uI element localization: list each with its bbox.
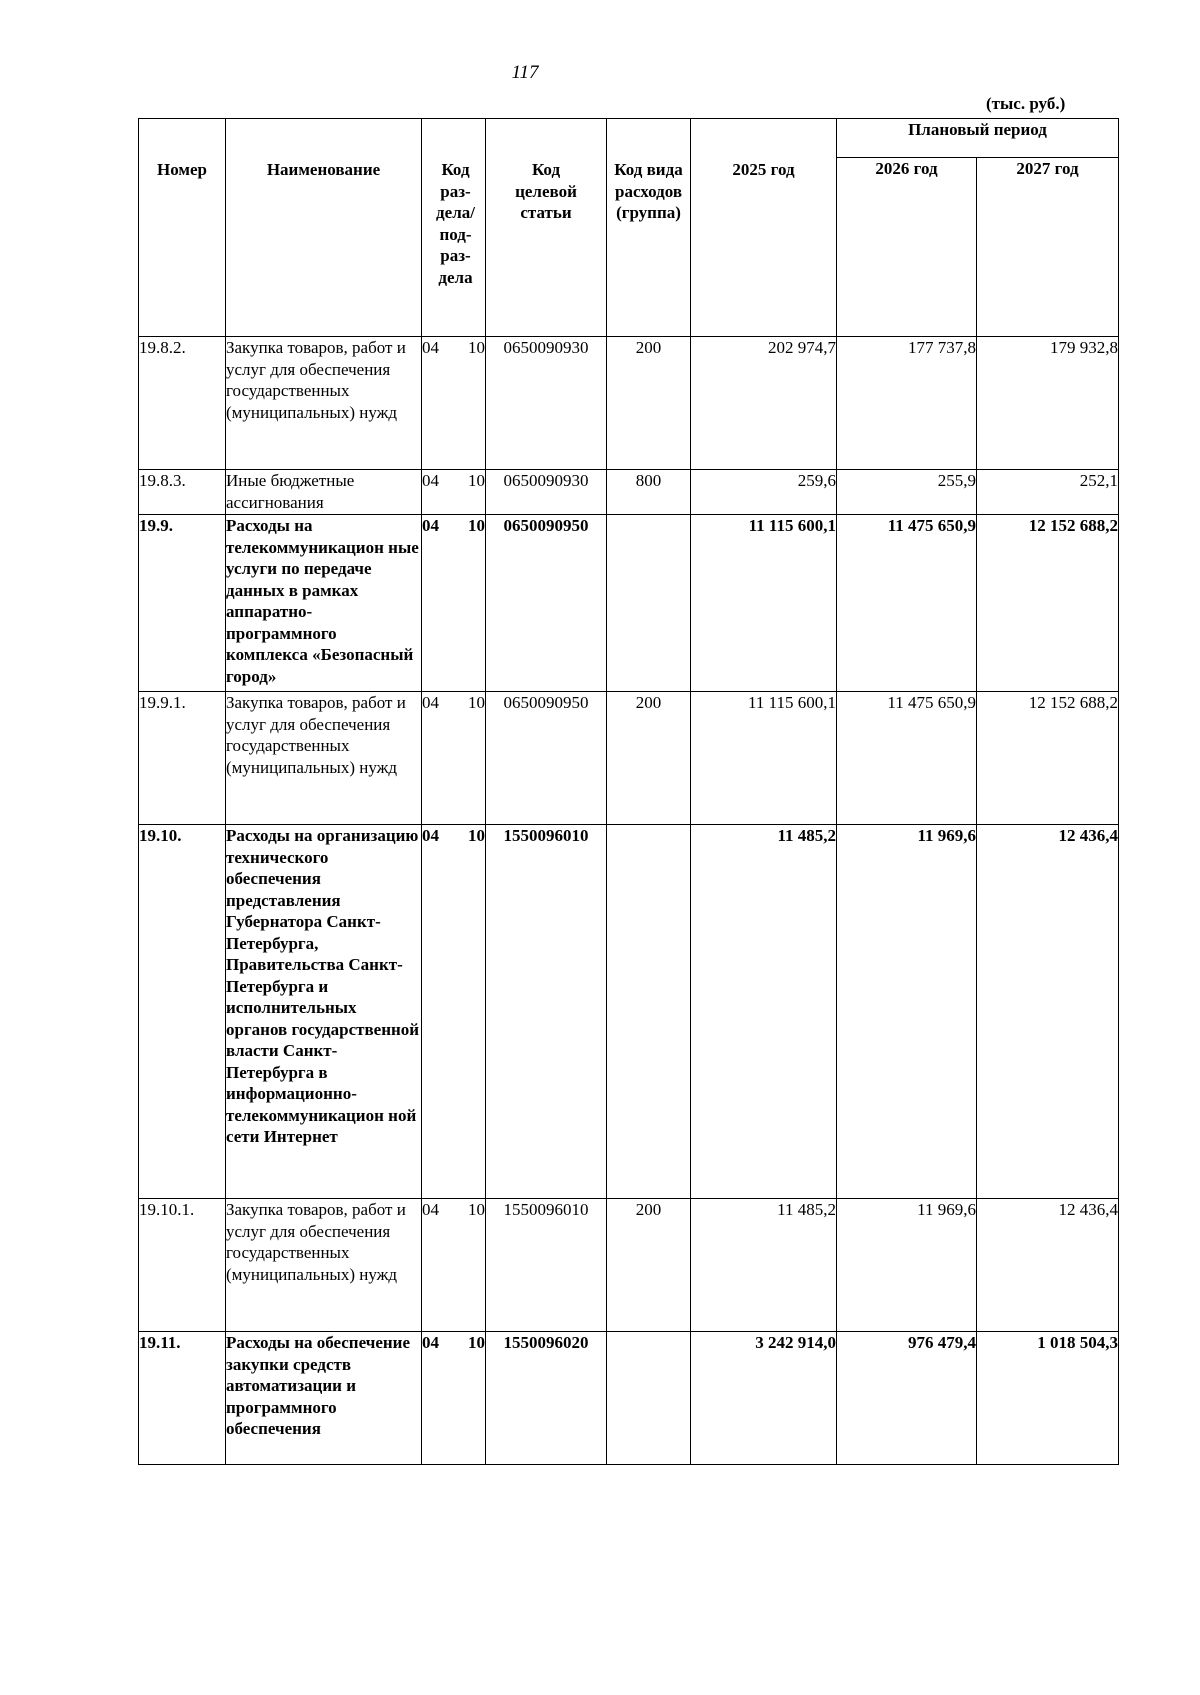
- row-value-2026: 255,9: [837, 470, 977, 515]
- row-target-code: 1550096020: [486, 1332, 607, 1465]
- header-2026: 2026 год: [837, 158, 977, 337]
- row-value-2025: 11 115 600,1: [691, 692, 837, 825]
- table-row: [139, 825, 1119, 1199]
- row-number: 19.10.1.: [139, 1199, 226, 1332]
- row-section-code: 04: [422, 693, 439, 712]
- row-subsection-code: 10: [468, 516, 485, 535]
- row-section: [422, 470, 486, 515]
- row-value-2027: 1 018 504,3: [977, 1332, 1119, 1465]
- header-number: Номер: [139, 119, 226, 337]
- budget-table: [138, 118, 1119, 1465]
- row-value-2027: 12 152 688,2: [977, 692, 1119, 825]
- table-row: [139, 692, 1119, 825]
- row-expense-type: 200: [607, 692, 691, 825]
- row-name: Закупка товаров, работ и услуг для обеспечения государственных (муниципальных) нужд: [226, 337, 422, 470]
- row-target-code: 0650090930: [486, 470, 607, 515]
- page-number: 117: [511, 62, 539, 83]
- table-row: [139, 1199, 1119, 1332]
- row-value-2025: 11 485,2: [691, 1199, 837, 1332]
- header-name: Наименование: [226, 119, 422, 337]
- header-section: Код раз- дела/ под- раз- дела: [422, 119, 486, 337]
- row-value-2027: 12 436,4: [977, 825, 1119, 1199]
- row-value-2026: 177 737,8: [837, 337, 977, 470]
- row-number: 19.8.3.: [139, 470, 226, 515]
- row-subsection-code: 10: [468, 471, 485, 490]
- row-section: [422, 1199, 486, 1332]
- row-section-code: 04: [422, 1333, 439, 1352]
- header-row-group: [139, 119, 1119, 158]
- row-section-code: 04: [422, 471, 439, 490]
- row-value-2026: 976 479,4: [837, 1332, 977, 1465]
- row-subsection-code: 10: [468, 1333, 485, 1352]
- row-value-2026: 11 475 650,9: [837, 515, 977, 692]
- row-subsection-code: 10: [468, 1200, 485, 1219]
- row-target-code: 0650090930: [486, 337, 607, 470]
- table-row: [139, 515, 1119, 692]
- row-section: [422, 692, 486, 825]
- row-value-2027: 12 436,4: [977, 1199, 1119, 1332]
- units-label: (тыс. руб.): [986, 94, 1066, 113]
- row-section: [422, 825, 486, 1199]
- row-expense-type: [607, 515, 691, 692]
- row-name: Расходы на организацию технического обеспечения представления Губернатора Санкт-Петербурга, Правительства Санкт-Петербурга и исполнительных органов государственной власти Санкт-Петербурга в информационно-телекоммуникацион ной сети Интернет: [226, 825, 422, 1199]
- row-number: 19.10.: [139, 825, 226, 1199]
- table-row: [139, 1332, 1119, 1465]
- header-type: Код вида расходов (группа): [607, 119, 691, 337]
- row-value-2025: 3 242 914,0: [691, 1332, 837, 1465]
- row-value-2026: 11 475 650,9: [837, 692, 977, 825]
- row-target-code: 0650090950: [486, 515, 607, 692]
- row-section-code: 04: [422, 516, 439, 535]
- row-section: [422, 515, 486, 692]
- header-planned-period: Плановый период: [837, 119, 1119, 158]
- row-value-2026: 11 969,6: [837, 1199, 977, 1332]
- row-value-2025: 11 485,2: [691, 825, 837, 1199]
- row-number: 19.9.1.: [139, 692, 226, 825]
- row-name: Расходы на обеспечение закупки средств автоматизации и программного обеспечения: [226, 1332, 422, 1465]
- table-row: [139, 337, 1119, 470]
- row-subsection-code: 10: [468, 338, 485, 357]
- row-target-code: 1550096010: [486, 1199, 607, 1332]
- row-value-2027: 252,1: [977, 470, 1119, 515]
- row-expense-type: [607, 825, 691, 1199]
- row-value-2026: 11 969,6: [837, 825, 977, 1199]
- row-expense-type: 200: [607, 337, 691, 470]
- header-2025: 2025 год: [691, 119, 837, 337]
- row-value-2025: 202 974,7: [691, 337, 837, 470]
- row-value-2025: 11 115 600,1: [691, 515, 837, 692]
- row-name: Расходы на телекоммуникацион ные услуги по передаче данных в рамках аппаратно-программного комплекса «Безопасный город»: [226, 515, 422, 692]
- row-number: 19.11.: [139, 1332, 226, 1465]
- row-section-code: 04: [422, 826, 439, 845]
- row-value-2027: 179 932,8: [977, 337, 1119, 470]
- row-name: Закупка товаров, работ и услуг для обеспечения государственных (муниципальных) нужд: [226, 1199, 422, 1332]
- row-number: 19.8.2.: [139, 337, 226, 470]
- row-subsection-code: 10: [468, 826, 485, 845]
- row-name: Иные бюджетные ассигнования: [226, 470, 422, 515]
- row-section-code: 04: [422, 1200, 439, 1219]
- row-value-2025: 259,6: [691, 470, 837, 515]
- row-expense-type: 800: [607, 470, 691, 515]
- row-section-code: 04: [422, 338, 439, 357]
- row-section: [422, 1332, 486, 1465]
- row-name: Закупка товаров, работ и услуг для обеспечения государственных (муниципальных) нужд: [226, 692, 422, 825]
- row-value-2027: 12 152 688,2: [977, 515, 1119, 692]
- header-target: Код целевой статьи: [486, 119, 607, 337]
- row-target-code: 1550096010: [486, 825, 607, 1199]
- row-subsection-code: 10: [468, 693, 485, 712]
- table-row: [139, 470, 1119, 515]
- row-number: 19.9.: [139, 515, 226, 692]
- row-section: [422, 337, 486, 470]
- header-2027: 2027 год: [977, 158, 1119, 337]
- row-target-code: 0650090950: [486, 692, 607, 825]
- row-expense-type: 200: [607, 1199, 691, 1332]
- row-expense-type: [607, 1332, 691, 1465]
